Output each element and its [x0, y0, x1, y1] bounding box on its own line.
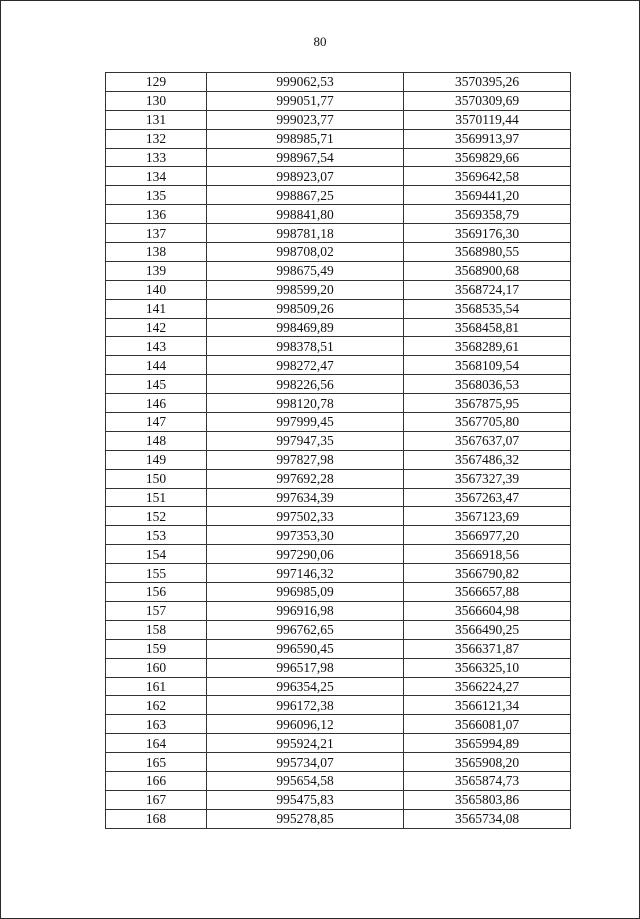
x-coordinate-cell: 996916,98 [207, 601, 404, 620]
x-coordinate-cell: 997502,33 [207, 507, 404, 526]
point-number-cell: 159 [106, 639, 207, 658]
y-coordinate-cell: 3566325,10 [404, 658, 571, 677]
y-coordinate-cell: 3570395,26 [404, 73, 571, 92]
x-coordinate-cell: 999023,77 [207, 110, 404, 129]
y-coordinate-cell: 3565874,73 [404, 771, 571, 790]
table-row [106, 186, 571, 205]
table-row [106, 790, 571, 809]
table-row [106, 205, 571, 224]
point-number-cell: 160 [106, 658, 207, 677]
x-coordinate-cell: 998923,07 [207, 167, 404, 186]
x-coordinate-cell: 997353,30 [207, 526, 404, 545]
y-coordinate-cell: 3566081,07 [404, 715, 571, 734]
point-number-cell: 155 [106, 564, 207, 583]
table-row [106, 413, 571, 432]
table-row [106, 110, 571, 129]
table-row [106, 299, 571, 318]
table-row [106, 375, 571, 394]
point-number-cell: 134 [106, 167, 207, 186]
x-coordinate-cell: 997692,28 [207, 469, 404, 488]
x-coordinate-cell: 998841,80 [207, 205, 404, 224]
table-row [106, 318, 571, 337]
x-coordinate-cell: 996590,45 [207, 639, 404, 658]
y-coordinate-cell: 3566490,25 [404, 620, 571, 639]
point-number-cell: 133 [106, 148, 207, 167]
y-coordinate-cell: 3570309,69 [404, 91, 571, 110]
y-coordinate-cell: 3569176,30 [404, 224, 571, 243]
x-coordinate-cell: 998226,56 [207, 375, 404, 394]
x-coordinate-cell: 998675,49 [207, 261, 404, 280]
table-row [106, 677, 571, 696]
table-row [106, 91, 571, 110]
y-coordinate-cell: 3565734,08 [404, 809, 571, 828]
x-coordinate-cell: 995654,58 [207, 771, 404, 790]
y-coordinate-cell: 3566977,20 [404, 526, 571, 545]
point-number-cell: 143 [106, 337, 207, 356]
table-row [106, 734, 571, 753]
x-coordinate-cell: 995475,83 [207, 790, 404, 809]
x-coordinate-cell: 995278,85 [207, 809, 404, 828]
table-row [106, 280, 571, 299]
point-number-cell: 167 [106, 790, 207, 809]
point-number-cell: 146 [106, 394, 207, 413]
table-row [106, 167, 571, 186]
table-row [106, 337, 571, 356]
table-row [106, 129, 571, 148]
y-coordinate-cell: 3567263,47 [404, 488, 571, 507]
table-row [106, 564, 571, 583]
point-number-cell: 156 [106, 583, 207, 602]
table-row [106, 148, 571, 167]
x-coordinate-cell: 998378,51 [207, 337, 404, 356]
table-row [106, 639, 571, 658]
y-coordinate-cell: 3565803,86 [404, 790, 571, 809]
table-row [106, 450, 571, 469]
x-coordinate-cell: 998867,25 [207, 186, 404, 205]
point-number-cell: 149 [106, 450, 207, 469]
point-number-cell: 162 [106, 696, 207, 715]
table-row [106, 243, 571, 262]
y-coordinate-cell: 3566604,98 [404, 601, 571, 620]
point-number-cell: 157 [106, 601, 207, 620]
x-coordinate-cell: 999051,77 [207, 91, 404, 110]
y-coordinate-cell: 3566121,34 [404, 696, 571, 715]
table-row [106, 356, 571, 375]
point-number-cell: 158 [106, 620, 207, 639]
y-coordinate-cell: 3568724,17 [404, 280, 571, 299]
x-coordinate-cell: 996096,12 [207, 715, 404, 734]
table-row [106, 715, 571, 734]
y-coordinate-cell: 3565994,89 [404, 734, 571, 753]
x-coordinate-cell: 997634,39 [207, 488, 404, 507]
x-coordinate-cell: 996172,38 [207, 696, 404, 715]
point-number-cell: 142 [106, 318, 207, 337]
point-number-cell: 150 [106, 469, 207, 488]
x-coordinate-cell: 998272,47 [207, 356, 404, 375]
table-row [106, 261, 571, 280]
coordinates-table [105, 72, 571, 829]
table-row [106, 583, 571, 602]
y-coordinate-cell: 3568980,55 [404, 243, 571, 262]
x-coordinate-cell: 998985,71 [207, 129, 404, 148]
point-number-cell: 131 [106, 110, 207, 129]
point-number-cell: 152 [106, 507, 207, 526]
point-number-cell: 151 [106, 488, 207, 507]
table-row [106, 809, 571, 828]
point-number-cell: 168 [106, 809, 207, 828]
y-coordinate-cell: 3565908,20 [404, 753, 571, 772]
table-row [106, 431, 571, 450]
y-coordinate-cell: 3567875,95 [404, 394, 571, 413]
table-row [106, 224, 571, 243]
x-coordinate-cell: 998509,26 [207, 299, 404, 318]
x-coordinate-cell: 996517,98 [207, 658, 404, 677]
point-number-cell: 132 [106, 129, 207, 148]
y-coordinate-cell: 3568036,53 [404, 375, 571, 394]
table-row [106, 469, 571, 488]
y-coordinate-cell: 3569829,66 [404, 148, 571, 167]
x-coordinate-cell: 998708,02 [207, 243, 404, 262]
x-coordinate-cell: 996985,09 [207, 583, 404, 602]
table-row [106, 526, 571, 545]
point-number-cell: 148 [106, 431, 207, 450]
y-coordinate-cell: 3568109,54 [404, 356, 571, 375]
x-coordinate-cell: 998967,54 [207, 148, 404, 167]
x-coordinate-cell: 997146,32 [207, 564, 404, 583]
x-coordinate-cell: 995734,07 [207, 753, 404, 772]
point-number-cell: 166 [106, 771, 207, 790]
point-number-cell: 130 [106, 91, 207, 110]
y-coordinate-cell: 3567123,69 [404, 507, 571, 526]
point-number-cell: 137 [106, 224, 207, 243]
y-coordinate-cell: 3568535,54 [404, 299, 571, 318]
table-row [106, 394, 571, 413]
point-number-cell: 145 [106, 375, 207, 394]
x-coordinate-cell: 999062,53 [207, 73, 404, 92]
y-coordinate-cell: 3567705,80 [404, 413, 571, 432]
x-coordinate-cell: 998781,18 [207, 224, 404, 243]
point-number-cell: 164 [106, 734, 207, 753]
y-coordinate-cell: 3566918,56 [404, 545, 571, 564]
point-number-cell: 136 [106, 205, 207, 224]
point-number-cell: 138 [106, 243, 207, 262]
y-coordinate-cell: 3567637,07 [404, 431, 571, 450]
point-number-cell: 141 [106, 299, 207, 318]
y-coordinate-cell: 3567327,39 [404, 469, 571, 488]
y-coordinate-cell: 3566224,27 [404, 677, 571, 696]
y-coordinate-cell: 3568900,68 [404, 261, 571, 280]
x-coordinate-cell: 997947,35 [207, 431, 404, 450]
x-coordinate-cell: 998469,89 [207, 318, 404, 337]
x-coordinate-cell: 997999,45 [207, 413, 404, 432]
point-number-cell: 163 [106, 715, 207, 734]
point-number-cell: 139 [106, 261, 207, 280]
y-coordinate-cell: 3569913,97 [404, 129, 571, 148]
table-row [106, 696, 571, 715]
y-coordinate-cell: 3566657,88 [404, 583, 571, 602]
y-coordinate-cell: 3569642,58 [404, 167, 571, 186]
table-row [106, 488, 571, 507]
coordinates-table-body [106, 73, 571, 829]
y-coordinate-cell: 3570119,44 [404, 110, 571, 129]
x-coordinate-cell: 998120,78 [207, 394, 404, 413]
y-coordinate-cell: 3569441,20 [404, 186, 571, 205]
point-number-cell: 140 [106, 280, 207, 299]
point-number-cell: 153 [106, 526, 207, 545]
x-coordinate-cell: 998599,20 [207, 280, 404, 299]
point-number-cell: 165 [106, 753, 207, 772]
y-coordinate-cell: 3569358,79 [404, 205, 571, 224]
table-row [106, 771, 571, 790]
x-coordinate-cell: 997827,98 [207, 450, 404, 469]
x-coordinate-cell: 996762,65 [207, 620, 404, 639]
table-row [106, 601, 571, 620]
point-number-cell: 144 [106, 356, 207, 375]
table-row [106, 73, 571, 92]
x-coordinate-cell: 995924,21 [207, 734, 404, 753]
page-number: 80 [313, 34, 327, 49]
table-row [106, 545, 571, 564]
point-number-cell: 147 [106, 413, 207, 432]
point-number-cell: 129 [106, 73, 207, 92]
table-row [106, 507, 571, 526]
point-number-cell: 161 [106, 677, 207, 696]
x-coordinate-cell: 997290,06 [207, 545, 404, 564]
y-coordinate-cell: 3566790,82 [404, 564, 571, 583]
y-coordinate-cell: 3566371,87 [404, 639, 571, 658]
y-coordinate-cell: 3568458,81 [404, 318, 571, 337]
y-coordinate-cell: 3568289,61 [404, 337, 571, 356]
y-coordinate-cell: 3567486,32 [404, 450, 571, 469]
table-row [106, 658, 571, 677]
table-row [106, 620, 571, 639]
x-coordinate-cell: 996354,25 [207, 677, 404, 696]
point-number-cell: 154 [106, 545, 207, 564]
table-row [106, 753, 571, 772]
point-number-cell: 135 [106, 186, 207, 205]
